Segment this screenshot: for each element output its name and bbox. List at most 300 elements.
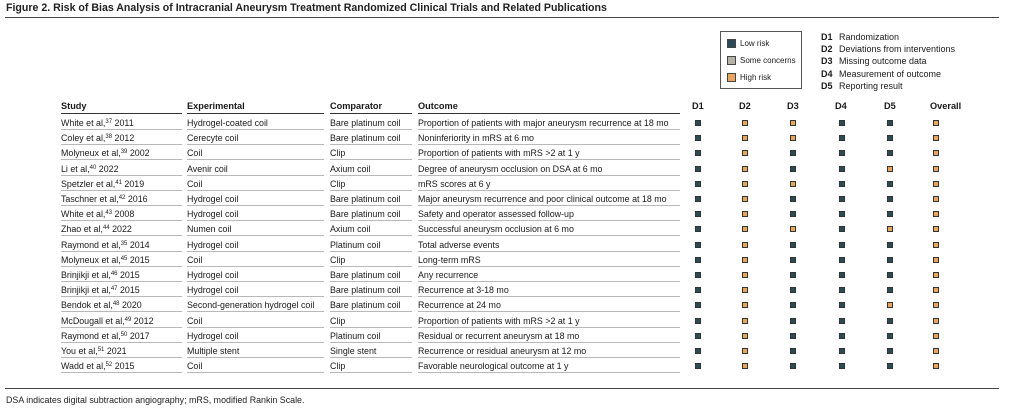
row-divider xyxy=(330,220,412,221)
rating-overall-high-icon xyxy=(933,120,939,126)
row-divider xyxy=(330,327,412,328)
cell-comparator: Clip xyxy=(330,361,346,372)
cell-study xyxy=(61,222,182,236)
cell-comparator: Single stent xyxy=(330,346,377,356)
domain-key-d4: D4 Measurement of outcome xyxy=(821,68,942,79)
header-rule xyxy=(330,113,412,114)
row-divider xyxy=(330,296,412,297)
rating-d4-low-icon xyxy=(839,211,845,217)
study-author: Brinjikji et al, xyxy=(61,270,111,280)
row-divider xyxy=(330,144,412,145)
rating-d4-low-icon xyxy=(839,226,845,232)
row-divider xyxy=(418,296,680,297)
cell-experimental: Coil xyxy=(187,148,203,159)
study-year: 2021 xyxy=(104,346,127,356)
row-divider xyxy=(330,190,412,191)
cell-experimental: Coil xyxy=(187,254,203,265)
row-divider xyxy=(418,342,680,343)
row-divider xyxy=(418,190,680,191)
row-divider xyxy=(187,372,324,373)
rating-d4-low-icon xyxy=(839,242,845,248)
cell-outcome: Safety and operator assessed follow-up xyxy=(418,209,574,220)
row-divider xyxy=(330,311,412,312)
bottom-rule xyxy=(5,388,999,389)
row-divider xyxy=(61,281,182,282)
cell-experimental: Hydrogel coil xyxy=(187,239,239,250)
rating-overall-high-icon xyxy=(933,211,939,217)
row-divider xyxy=(187,281,324,282)
study-year: 2012 xyxy=(131,315,154,326)
row-divider xyxy=(61,251,182,252)
row-divider xyxy=(418,159,680,160)
reference-number: 39 xyxy=(120,149,128,156)
study-year: 2019 xyxy=(121,178,145,189)
cell-experimental: Hydrogel-coated coil xyxy=(187,118,268,128)
rating-d3-high-icon xyxy=(790,135,796,141)
study-author: McDougall et al, xyxy=(61,315,125,326)
legend-high-risk xyxy=(727,71,771,83)
table-row xyxy=(0,116,1022,130)
cell-comparator: Bare platinum coil xyxy=(330,194,401,204)
legend-label: High risk xyxy=(740,72,772,82)
row-divider xyxy=(418,175,680,176)
rating-d2-high-icon xyxy=(742,211,748,217)
cell-experimental: Hydrogel coil xyxy=(187,194,239,204)
row-divider xyxy=(418,327,680,328)
cell-study xyxy=(61,116,182,130)
rating-d3-low-icon xyxy=(790,363,796,369)
row-divider xyxy=(187,266,324,267)
rating-d2-high-icon xyxy=(742,226,748,232)
study-year: 2012 xyxy=(112,133,135,144)
row-divider xyxy=(187,251,324,252)
cell-experimental: Cerecyte coil xyxy=(187,133,239,144)
rating-d4-low-icon xyxy=(839,135,845,141)
cell-study xyxy=(61,238,182,252)
rating-d3-low-icon xyxy=(790,242,796,248)
rating-d5-low-icon xyxy=(887,363,893,369)
domain-key-d5: D5 Reporting result xyxy=(821,80,903,91)
rating-d2-high-icon xyxy=(742,272,748,278)
cell-experimental: Coil xyxy=(187,178,203,189)
table-row xyxy=(0,207,1022,221)
study-year: 2014 xyxy=(127,239,150,250)
cell-outcome: Recurrence at 3-18 mo xyxy=(418,285,509,296)
rating-d1-low-icon xyxy=(695,242,701,248)
study-author: Brinjikji et al, xyxy=(61,285,111,296)
rating-d5-low-icon xyxy=(887,318,893,324)
row-divider xyxy=(187,357,324,358)
cell-study xyxy=(61,146,182,160)
legend-some-concerns xyxy=(727,54,796,66)
row-divider xyxy=(418,129,680,130)
study-author: Raymond et al, xyxy=(61,330,121,341)
rating-d5-low-icon xyxy=(887,211,893,217)
row-divider xyxy=(330,175,412,176)
cell-experimental: Hydrogel coil xyxy=(187,285,239,296)
study-year: 2016 xyxy=(125,194,148,204)
row-divider xyxy=(187,129,324,130)
cell-comparator: Clip xyxy=(330,315,346,326)
cell-study xyxy=(61,344,182,358)
table-row xyxy=(0,253,1022,267)
reference-number: 43 xyxy=(105,210,113,217)
rating-d5-high-icon xyxy=(887,226,893,232)
row-divider xyxy=(187,296,324,297)
row-divider xyxy=(330,235,412,236)
study-author: Zhao et al, xyxy=(61,224,103,235)
row-divider xyxy=(418,144,680,145)
rating-d5-low-icon xyxy=(887,196,893,202)
rating-d1-low-icon xyxy=(695,333,701,339)
rating-d3-high-icon xyxy=(790,181,796,187)
col-header-comparator: Comparator xyxy=(330,101,383,111)
cell-outcome: Recurrence at 24 mo xyxy=(418,300,501,311)
rating-overall-high-icon xyxy=(933,196,939,202)
study-year: 2015 xyxy=(112,361,135,372)
reference-number: 51 xyxy=(97,347,105,353)
cell-comparator: Platinum coil xyxy=(330,239,381,250)
rating-d5-low-icon xyxy=(887,348,893,354)
rating-d4-low-icon xyxy=(839,257,845,263)
header-rule xyxy=(418,113,680,114)
row-divider xyxy=(61,129,182,130)
cell-outcome: Proportion of patients with major aneurysm recurrence at 18 mo xyxy=(418,118,669,128)
col-header-experimental: Experimental xyxy=(187,101,245,111)
col-header-outcome: Outcome xyxy=(418,101,458,111)
rating-d2-high-icon xyxy=(742,318,748,324)
rating-d1-low-icon xyxy=(695,363,701,369)
cell-comparator: Bare platinum coil xyxy=(330,118,401,128)
study-author: Bendok et al, xyxy=(61,300,113,311)
row-divider xyxy=(330,281,412,282)
rating-d3-low-icon xyxy=(790,166,796,172)
rating-d2-high-icon xyxy=(742,196,748,202)
study-year: 2008 xyxy=(112,209,135,220)
cell-study xyxy=(61,192,182,206)
cell-comparator: Axium coil xyxy=(330,224,371,235)
header-rule xyxy=(61,113,182,114)
rating-d5-low-icon xyxy=(887,120,893,126)
reference-number: 37 xyxy=(105,119,113,125)
rating-d3-low-icon xyxy=(790,196,796,202)
rating-d3-high-icon xyxy=(790,226,796,232)
cell-experimental: Hydrogel coil xyxy=(187,270,239,280)
table-row xyxy=(0,314,1022,328)
reference-number: 49 xyxy=(124,316,132,323)
rating-d2-high-icon xyxy=(742,166,748,172)
rating-d1-low-icon xyxy=(695,226,701,232)
row-divider xyxy=(418,235,680,236)
rating-d1-low-icon xyxy=(695,272,701,278)
rating-d3-high-icon xyxy=(790,120,796,126)
rating-overall-high-icon xyxy=(933,287,939,293)
row-divider xyxy=(61,190,182,191)
row-divider xyxy=(187,190,324,191)
cell-outcome: Proportion of patients with mRS >2 at 1 y xyxy=(418,315,580,326)
cell-comparator: Bare platinum coil xyxy=(330,300,401,311)
rating-d5-low-icon xyxy=(887,333,893,339)
some-concerns-swatch xyxy=(727,56,736,65)
rating-d3-low-icon xyxy=(790,272,796,278)
rating-d5-low-icon xyxy=(887,272,893,278)
table-row xyxy=(0,192,1022,206)
reference-number: 50 xyxy=(120,331,128,338)
cell-comparator: Bare platinum coil xyxy=(330,209,401,220)
rating-d5-low-icon xyxy=(887,181,893,187)
rating-d4-low-icon xyxy=(839,166,845,172)
col-header-overall: Overall xyxy=(930,101,962,111)
rating-overall-high-icon xyxy=(933,363,939,369)
row-divider xyxy=(330,372,412,373)
cell-outcome: Degree of aneurysm occlusion on DSA at 6 mo xyxy=(418,163,603,174)
row-divider xyxy=(330,205,412,206)
row-divider xyxy=(330,357,412,358)
rating-overall-high-icon xyxy=(933,150,939,156)
cell-study xyxy=(61,207,182,221)
cell-outcome: Proportion of patients with mRS >2 at 1 y xyxy=(418,148,580,159)
cell-study xyxy=(61,131,182,145)
rating-d2-high-icon xyxy=(742,242,748,248)
rating-d1-low-icon xyxy=(695,181,701,187)
table-row xyxy=(0,298,1022,312)
row-divider xyxy=(61,296,182,297)
rating-d5-low-icon xyxy=(887,135,893,141)
cell-comparator: Clip xyxy=(330,178,346,189)
cell-study xyxy=(61,283,182,297)
domain-key-list xyxy=(821,31,955,92)
row-divider xyxy=(61,175,182,176)
rating-d3-low-icon xyxy=(790,287,796,293)
rating-d4-low-icon xyxy=(839,302,845,308)
rating-d4-low-icon xyxy=(839,287,845,293)
domain-key-d1: D1 Randomization xyxy=(821,32,900,42)
rating-overall-high-icon xyxy=(933,257,939,263)
row-divider xyxy=(61,159,182,160)
cell-outcome: Recurrence or residual aneurysm at 12 mo xyxy=(418,346,587,356)
study-author: Li et al, xyxy=(61,163,90,174)
study-year: 2015 xyxy=(117,285,140,296)
study-author: Wadd et al, xyxy=(61,361,106,372)
cell-study xyxy=(61,162,182,176)
cell-comparator: Bare platinum coil xyxy=(330,270,401,280)
table-row xyxy=(0,162,1022,176)
row-divider xyxy=(61,327,182,328)
cell-comparator: Clip xyxy=(330,148,346,159)
row-divider xyxy=(61,144,182,145)
row-divider xyxy=(418,357,680,358)
cell-experimental: Coil xyxy=(187,361,203,372)
reference-number: 42 xyxy=(118,195,126,201)
rating-d4-low-icon xyxy=(839,196,845,202)
reference-number: 52 xyxy=(105,362,113,369)
study-author: Raymond et al, xyxy=(61,239,121,250)
rating-d4-low-icon xyxy=(839,181,845,187)
rating-d1-low-icon xyxy=(695,348,701,354)
rating-d1-low-icon xyxy=(695,211,701,217)
rating-overall-high-icon xyxy=(933,226,939,232)
study-author: Molyneux et al, xyxy=(61,148,121,159)
study-author: Spetzler et al, xyxy=(61,178,116,189)
study-author: White et al, xyxy=(61,209,106,220)
row-divider xyxy=(330,342,412,343)
rating-d2-high-icon xyxy=(742,181,748,187)
domain-key-d2: D2 Deviations from interventions xyxy=(821,44,956,55)
reference-number: 35 xyxy=(120,240,128,247)
cell-experimental: Avenir coil xyxy=(187,163,228,174)
row-divider xyxy=(187,175,324,176)
table-row xyxy=(0,222,1022,236)
row-divider xyxy=(61,266,182,267)
rating-overall-high-icon xyxy=(933,181,939,187)
rating-d5-low-icon xyxy=(887,242,893,248)
row-divider xyxy=(330,159,412,160)
col-header-d2: D2 xyxy=(739,101,751,111)
rating-overall-high-icon xyxy=(933,348,939,354)
cell-study xyxy=(61,298,182,312)
study-author: You et al, xyxy=(61,346,98,356)
rating-d4-low-icon xyxy=(839,150,845,156)
study-author: Coley et al, xyxy=(61,133,106,144)
study-year: 2011 xyxy=(112,118,134,128)
reference-number: 44 xyxy=(102,225,110,232)
cell-study xyxy=(61,177,182,191)
rating-d2-high-icon xyxy=(742,333,748,339)
cell-outcome: Long-term mRS xyxy=(418,254,481,265)
rating-overall-high-icon xyxy=(933,318,939,324)
table-row xyxy=(0,283,1022,297)
study-author: Taschner et al, xyxy=(61,194,119,204)
rating-d3-low-icon xyxy=(790,150,796,156)
rating-d5-low-icon xyxy=(887,287,893,293)
row-divider xyxy=(187,220,324,221)
row-divider xyxy=(418,205,680,206)
table-row xyxy=(0,329,1022,343)
cell-study xyxy=(61,359,182,373)
legend-low-risk xyxy=(727,37,769,49)
reference-number: 38 xyxy=(105,134,113,141)
rating-d3-low-icon xyxy=(790,211,796,217)
col-header-d4: D4 xyxy=(835,101,847,111)
rating-overall-high-icon xyxy=(933,166,939,172)
rating-d2-high-icon xyxy=(742,257,748,263)
row-divider xyxy=(187,311,324,312)
rating-d1-low-icon xyxy=(695,150,701,156)
header-rule xyxy=(187,113,324,114)
study-author: White et al, xyxy=(61,118,106,128)
cell-experimental: Hydrogel coil xyxy=(187,330,239,341)
row-divider xyxy=(187,144,324,145)
study-year: 2017 xyxy=(127,330,150,341)
row-divider xyxy=(187,159,324,160)
row-divider xyxy=(61,311,182,312)
row-divider xyxy=(330,129,412,130)
cell-outcome: Favorable neurological outcome at 1 y xyxy=(418,361,569,372)
row-divider xyxy=(61,220,182,221)
domain-key-d3: D3 Missing outcome data xyxy=(821,56,927,67)
legend-label: Some concerns xyxy=(740,55,796,65)
study-year: 2022 xyxy=(96,163,119,174)
high-risk-swatch xyxy=(727,73,736,82)
rating-d2-high-icon xyxy=(742,287,748,293)
rating-d1-low-icon xyxy=(695,120,701,126)
rating-d5-high-icon xyxy=(887,166,893,172)
rating-d1-low-icon xyxy=(695,196,701,202)
rating-d4-low-icon xyxy=(839,333,845,339)
table-row xyxy=(0,344,1022,358)
row-divider xyxy=(187,327,324,328)
figure-footnote: DSA indicates digital subtraction angiography; mRS, modified Rankin Scale. xyxy=(6,395,305,405)
row-divider xyxy=(187,342,324,343)
table-row xyxy=(0,238,1022,252)
rating-d5-low-icon xyxy=(887,150,893,156)
cell-experimental: Coil xyxy=(187,315,203,326)
row-divider xyxy=(61,342,182,343)
row-divider xyxy=(418,372,680,373)
row-divider xyxy=(418,266,680,267)
rating-overall-high-icon xyxy=(933,333,939,339)
rating-d1-low-icon xyxy=(695,287,701,293)
rating-d4-low-icon xyxy=(839,348,845,354)
row-divider xyxy=(61,372,182,373)
row-divider xyxy=(418,220,680,221)
rating-d3-low-icon xyxy=(790,348,796,354)
row-divider xyxy=(61,357,182,358)
risk-legend xyxy=(720,31,802,89)
reference-number: 45 xyxy=(120,255,128,262)
rating-d3-low-icon xyxy=(790,333,796,339)
table-row xyxy=(0,268,1022,282)
reference-number: 41 xyxy=(115,179,122,186)
rating-overall-high-icon xyxy=(933,302,939,308)
rating-d1-low-icon xyxy=(695,135,701,141)
rating-d4-low-icon xyxy=(839,363,845,369)
rating-d4-low-icon xyxy=(839,120,845,126)
cell-study xyxy=(61,314,182,328)
cell-study xyxy=(61,268,182,282)
rating-d1-low-icon xyxy=(695,318,701,324)
rating-d2-high-icon xyxy=(742,120,748,126)
col-header-d3: D3 xyxy=(787,101,799,111)
cell-outcome: Total adverse events xyxy=(418,239,500,250)
row-divider xyxy=(418,281,680,282)
cell-comparator: Clip xyxy=(330,254,346,265)
rating-d4-low-icon xyxy=(839,318,845,324)
cell-study xyxy=(61,329,182,343)
row-divider xyxy=(330,251,412,252)
cell-comparator: Bare platinum coil xyxy=(330,285,401,296)
row-divider xyxy=(418,251,680,252)
rating-overall-high-icon xyxy=(933,135,939,141)
low-risk-swatch xyxy=(727,39,736,48)
cell-comparator: Axium coil xyxy=(330,163,371,174)
cell-outcome: Residual or recurrent aneurysm at 18 mo xyxy=(418,330,580,341)
rating-d3-low-icon xyxy=(790,257,796,263)
row-divider xyxy=(61,235,182,236)
rating-d2-high-icon xyxy=(742,150,748,156)
rating-d2-high-icon xyxy=(742,302,748,308)
study-year: 2022 xyxy=(109,224,132,235)
reference-number: 46 xyxy=(110,271,118,277)
rating-d2-high-icon xyxy=(742,348,748,354)
figure-title: Figure 2. Risk of Bias Analysis of Intracranial Aneurysm Treatment Randomized Clinical Trials and Related Publications xyxy=(6,2,607,14)
cell-comparator: Platinum coil xyxy=(330,330,381,341)
row-divider xyxy=(61,205,182,206)
study-year: 2015 xyxy=(127,254,150,265)
cell-outcome: Successful aneurysm occlusion at 6 mo xyxy=(418,224,574,235)
rating-d1-low-icon xyxy=(695,257,701,263)
cell-outcome: Any recurrence xyxy=(418,270,479,280)
